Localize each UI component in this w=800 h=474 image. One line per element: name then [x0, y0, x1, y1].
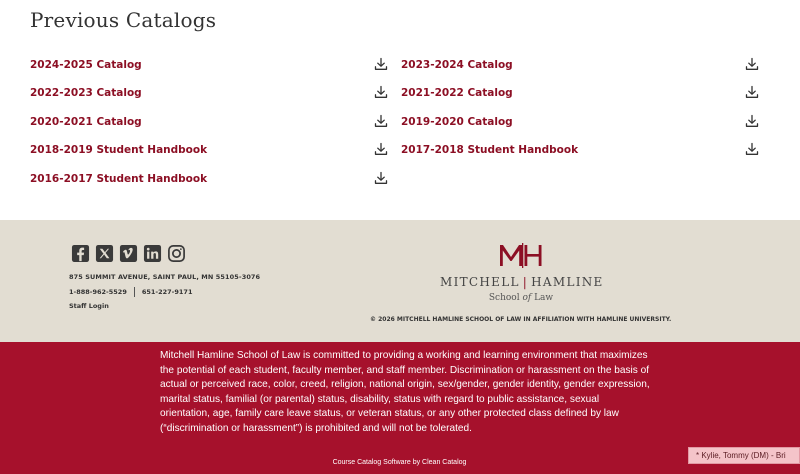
download-icon[interactable] [745, 85, 759, 99]
download-icon[interactable] [745, 114, 759, 128]
nondiscrimination-statement: Mitchell Hamline School of Law is committed to providing a working and learning environment that maximizes the potential of each student, faculty member, and staff member. Discrimination or harassment on the basis of actual or perceived race, color, creed, religion, national origin, sex/gender, gender identity, gender expression, marital status, familial (or parental) status, disability, status with regard to public assistance, sexual orientation, age, family care leave status, or veteran status, or any other protected class defined by law (“discrimination or harassment”) is prohibited and will not be tolerated. [160, 350, 650, 434]
download-icon[interactable] [374, 142, 388, 156]
address: 875 SUMMIT AVENUE, SAINT PAUL, MN 55105-3076 [69, 273, 261, 281]
catalog-item [30, 113, 388, 135]
download-icon[interactable] [374, 57, 388, 71]
school-logo[interactable] [440, 242, 602, 306]
catalog-item [401, 113, 761, 135]
catalog-item [30, 141, 388, 163]
page-title: Previous Catalogs [30, 8, 217, 32]
site-footer [0, 220, 800, 342]
main-content [0, 0, 800, 220]
instagram-icon[interactable] [167, 244, 186, 263]
catalog-item [401, 84, 761, 106]
logo-sub-school: School [488, 293, 520, 303]
chat-notification[interactable]: * Kylie, Tommy (DM) - Bri [688, 447, 800, 464]
download-icon[interactable] [745, 57, 759, 71]
copyright: © 2026 MITCHELL HAMLINE SCHOOL OF LAW IN AFFILIATION WITH HAMLINE UNIVERSITY. [370, 316, 672, 323]
logo-subtitle [440, 293, 602, 303]
catalog-link-2016-2017-handbook[interactable]: 2016-2017 Student Handbook [30, 173, 208, 185]
divider [134, 287, 135, 297]
catalog-link-2019-2020[interactable]: 2019-2020 Catalog [401, 116, 513, 128]
catalog-item [401, 56, 761, 78]
download-icon[interactable] [745, 142, 759, 156]
download-icon[interactable] [374, 85, 388, 99]
catalog-link-2018-2019-handbook[interactable]: 2018-2019 Student Handbook [30, 144, 208, 156]
x-icon[interactable] [95, 244, 114, 263]
logo-separator: | [522, 275, 529, 289]
catalog-link-2022-2023[interactable]: 2022-2023 Catalog [30, 87, 142, 99]
logo-sub-of: of [522, 293, 532, 303]
staff-login-link[interactable]: Staff Login [69, 302, 109, 310]
phone-link-local[interactable]: 651-227-9171 [141, 288, 193, 296]
download-icon[interactable] [374, 114, 388, 128]
catalog-item [30, 84, 388, 106]
catalog-item [30, 170, 388, 192]
catalog-item [401, 141, 761, 163]
catalog-item [30, 56, 388, 78]
catalog-link-2021-2022[interactable]: 2021-2022 Catalog [401, 87, 513, 99]
catalog-link-2023-2024[interactable]: 2023-2024 Catalog [401, 59, 513, 71]
phone-link-tollfree[interactable]: 1-888-962-5529 [69, 288, 127, 296]
logo-wordmark [440, 275, 602, 289]
facebook-icon[interactable] [71, 244, 90, 263]
catalog-link-2017-2018-handbook[interactable]: 2017-2018 Student Handbook [401, 144, 579, 156]
mh-monogram-icon [498, 242, 546, 268]
phone-numbers [69, 287, 192, 297]
download-icon[interactable] [374, 171, 388, 185]
linkedin-icon[interactable] [143, 244, 162, 263]
nondiscrimination-section [0, 342, 800, 474]
logo-name-left: MITCHELL [440, 275, 520, 289]
vimeo-icon[interactable] [119, 244, 138, 263]
logo-name-right: HAMLINE [531, 275, 604, 289]
catalog-link-2024-2025[interactable]: 2024-2025 Catalog [30, 59, 142, 71]
logo-sub-law: Law [534, 293, 554, 303]
clean-catalog-link[interactable]: Course Catalog Software by Clean Catalog [332, 459, 467, 466]
software-credit [0, 459, 800, 466]
catalog-link-2020-2021[interactable]: 2020-2021 Catalog [30, 116, 142, 128]
social-links [71, 244, 186, 263]
